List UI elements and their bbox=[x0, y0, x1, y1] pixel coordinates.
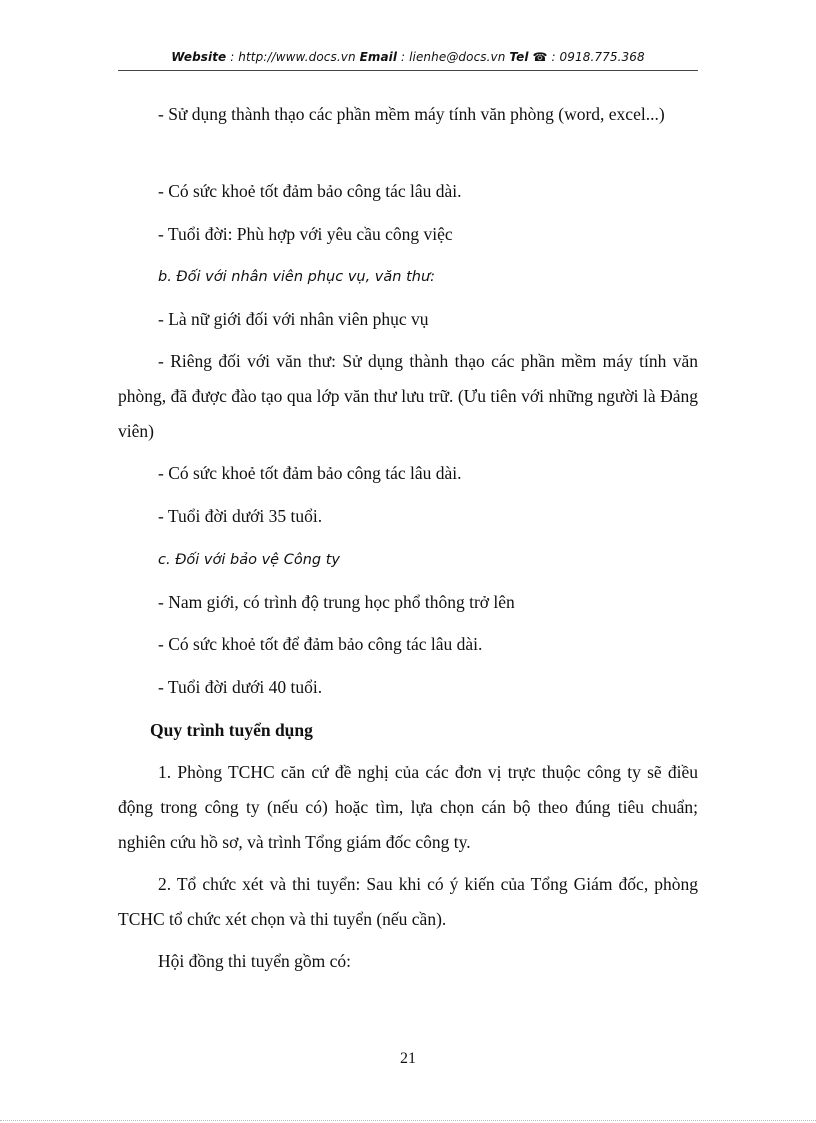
subheading-service-staff: b. Đối với nhân viên phục vụ, văn thư: bbox=[158, 269, 436, 285]
paragraph-step-1: 1. Phòng TCHC căn cứ đề nghị của các đơn vị trực thuộc công ty sẽ điều động trong công ty (nếu có) hoặc tìm, lựa chọn cán bộ theo đúng tiêu chuẩn; nghiên cứu hồ sơ, và trình Tổng giám đốc công ty. bbox=[118, 762, 698, 852]
page-bottom-border bbox=[0, 1120, 816, 1121]
paragraph-clerk-requirements: - Riêng đối với văn thư: Sử dụng thành thạo các phần mềm máy tính văn phòng, đã được đào tạo qua lớp văn thư lưu trữ. (Ưu tiên với những người là Đảng viên) bbox=[118, 351, 698, 441]
email-value: : lienhe@docs.vn bbox=[397, 50, 510, 64]
paragraph-health-1: - Có sức khoẻ tốt đảm bảo công tác lâu dài. bbox=[158, 181, 462, 201]
page-header bbox=[118, 50, 698, 64]
paragraph-age-1: - Tuổi đời: Phù hợp với yêu cầu công việc bbox=[158, 224, 453, 244]
paragraph-health-3: - Có sức khoẻ tốt để đảm bảo công tác lâu dài. bbox=[158, 634, 483, 654]
paragraph-age-2: - Tuổi đời dưới 35 tuổi. bbox=[158, 506, 323, 526]
website-label: Website bbox=[171, 50, 227, 64]
paragraph-female-service: - Là nữ giới đối với nhân viên phục vụ bbox=[158, 309, 429, 329]
paragraph-age-3: - Tuổi đời dưới 40 tuổi. bbox=[158, 677, 323, 697]
section-heading-recruitment-process: Quy trình tuyển dụng bbox=[150, 720, 313, 740]
website-value: : http://www.docs.vn bbox=[226, 50, 360, 64]
paragraph-health-2: - Có sức khoẻ tốt đảm bảo công tác lâu dài. bbox=[158, 463, 462, 483]
paragraph-male-education: - Nam giới, có trình độ trung học phổ thông trở lên bbox=[158, 592, 515, 612]
page-number: 21 bbox=[400, 1050, 416, 1067]
tel-value: : 0918.775.368 bbox=[547, 50, 645, 64]
email-label: Email bbox=[359, 50, 398, 64]
subheading-security-guard: c. Đối với bảo vệ Công ty bbox=[158, 552, 340, 568]
paragraph-office-software: - Sử dụng thành thạo các phần mềm máy tính văn phòng (word, excel...) bbox=[158, 104, 665, 124]
phone-icon: ☎ bbox=[532, 50, 548, 64]
header-rule bbox=[118, 70, 698, 71]
tel-label: Tel bbox=[509, 50, 529, 64]
paragraph-board: Hội đồng thi tuyển gồm có: bbox=[158, 951, 351, 971]
paragraph-step-2: 2. Tổ chức xét và thi tuyển: Sau khi có ý kiến của Tổng Giám đốc, phòng TCHC tổ chức xét chọn và thi tuyển (nếu cần). bbox=[118, 874, 698, 929]
